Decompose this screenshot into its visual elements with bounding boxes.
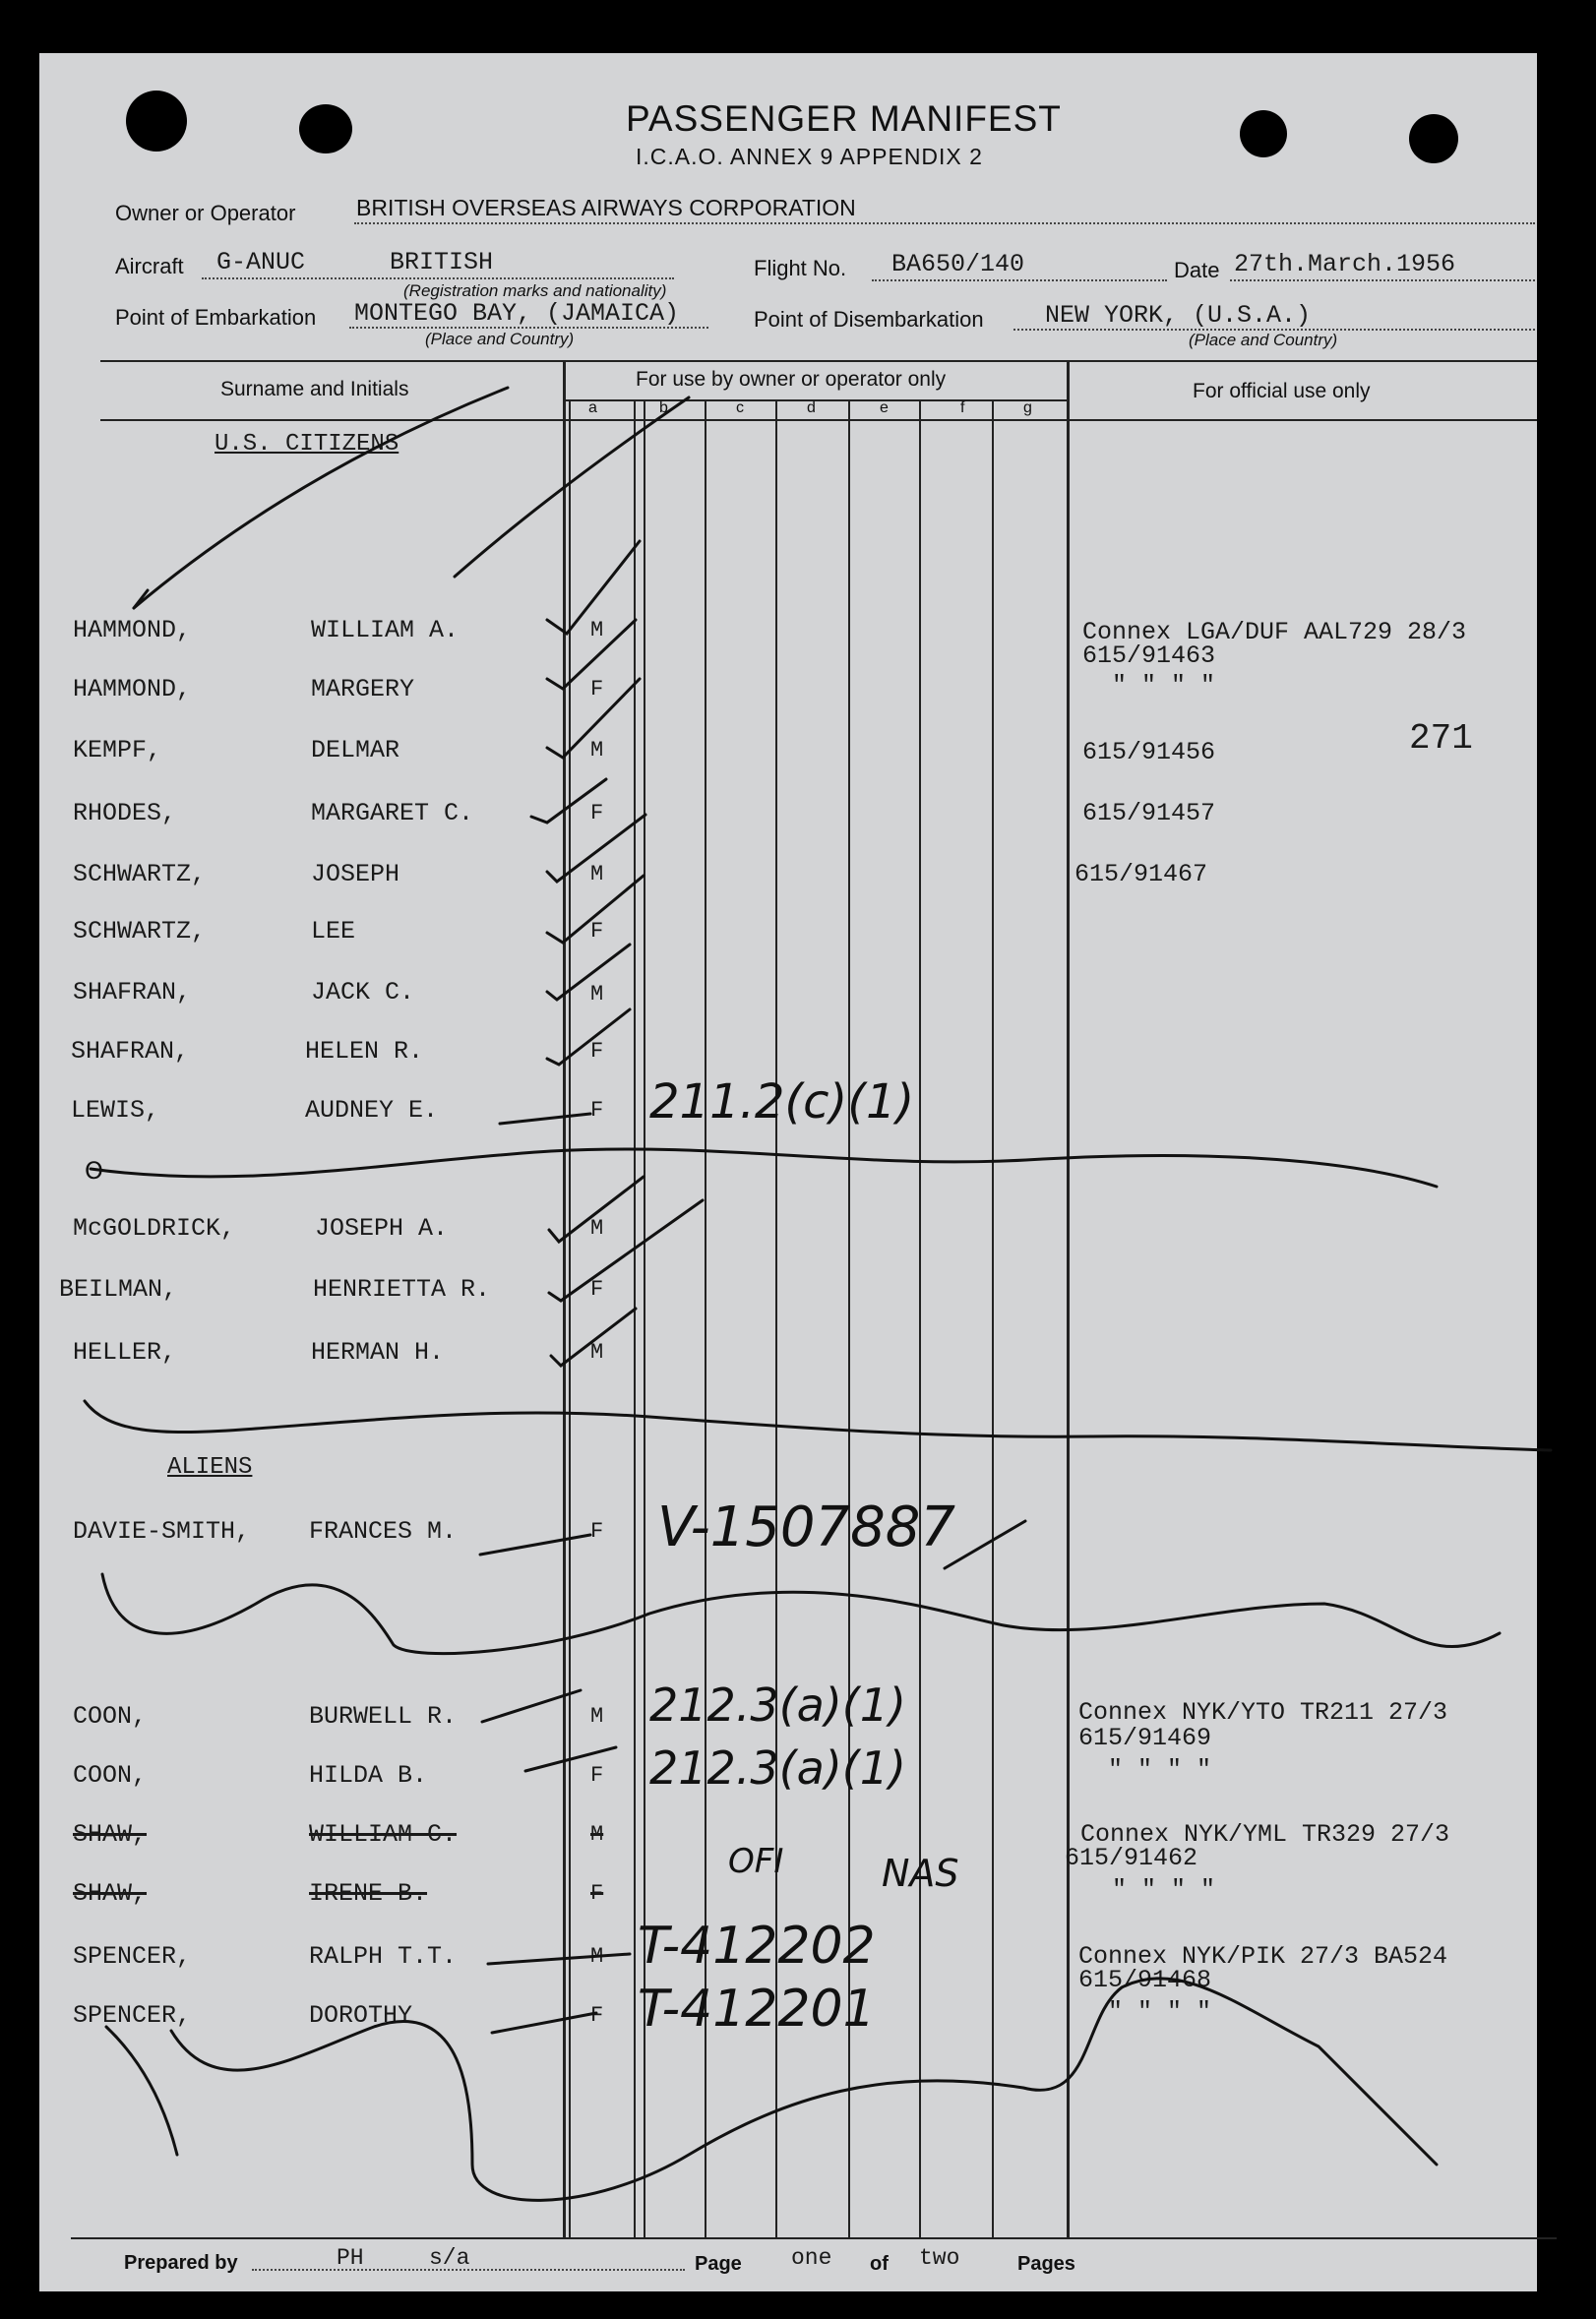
- passenger-sex: M: [590, 1822, 604, 1847]
- passenger-sex: M: [590, 1216, 604, 1241]
- passenger-surname: SPENCER,: [73, 2001, 192, 2030]
- passenger-given-name: IRENE B.: [309, 1879, 428, 1908]
- passenger-given-name: AUDNEY E.: [305, 1096, 439, 1125]
- passenger-sex: F: [590, 919, 604, 944]
- handwritten-note: T-412201: [638, 1980, 876, 2039]
- column-letter-c: c: [736, 399, 744, 416]
- passenger-sex: M: [590, 1704, 604, 1729]
- passenger-surname: RHODES,: [73, 799, 177, 827]
- passenger-given-name: JACK C.: [311, 978, 415, 1007]
- official-note: Connex NYK/PIK 27/3 BA524: [1078, 1942, 1448, 1971]
- passenger-sex: M: [590, 982, 604, 1007]
- official-note-ref: 615/91463: [1082, 641, 1216, 670]
- column-letter-b: b: [659, 399, 668, 416]
- column-letter-g: g: [1023, 399, 1032, 416]
- passenger-given-name: BURWELL R.: [309, 1702, 458, 1731]
- prepared-by-value: PH: [337, 2245, 364, 2271]
- passenger-sex: M: [590, 738, 604, 763]
- manifest-title: PASSENGER MANIFEST: [626, 98, 1062, 139]
- disembarkation-value: NEW YORK, (U.S.A.): [1045, 301, 1312, 330]
- passenger-given-name: LEE: [311, 917, 356, 946]
- pages-label: Pages: [1017, 2253, 1075, 2275]
- passenger-given-name: WILLIAM A.: [311, 616, 460, 644]
- passenger-given-name: RALPH T.T.: [309, 1942, 458, 1971]
- page-total: two: [919, 2245, 960, 2271]
- embarkation-note: (Place and Country): [425, 330, 575, 348]
- passenger-given-name: FRANCES M.: [309, 1517, 458, 1546]
- passenger-surname: LEWIS,: [71, 1096, 160, 1125]
- owner-value: BRITISH OVERSEAS AIRWAYS CORPORATION: [356, 195, 856, 220]
- passenger-surname: KEMPF,: [73, 736, 162, 764]
- column-header-official: For official use only: [1193, 380, 1371, 402]
- official-note: " " " ": [1112, 1875, 1216, 1904]
- prepared-by-line: [252, 2269, 685, 2271]
- handwritten-note: 212.3(a)(1): [649, 1741, 906, 1795]
- aircraft-note: (Registration marks and nationality): [403, 281, 667, 300]
- official-note: Connex NYK/YML TR329 27/3: [1080, 1820, 1450, 1849]
- passenger-sex: F: [590, 677, 604, 702]
- passenger-sex: F: [590, 1763, 604, 1788]
- official-note: 615/91456: [1082, 738, 1216, 766]
- passenger-surname: HELLER,: [73, 1338, 177, 1367]
- handwritten-zero: O: [85, 1157, 103, 1185]
- passenger-surname: HAMMOND,: [73, 675, 192, 703]
- column-letter-d: d: [807, 399, 816, 416]
- passenger-given-name: JOSEPH A.: [315, 1214, 449, 1243]
- page-label: Page: [695, 2253, 742, 2275]
- official-note: " " " ": [1108, 1997, 1212, 2026]
- passenger-given-name: DELMAR: [311, 736, 400, 764]
- column-letter-e: e: [880, 399, 889, 416]
- passenger-sex: F: [590, 1277, 604, 1302]
- passenger-sex: F: [590, 2003, 604, 2028]
- date-label: Date: [1174, 258, 1220, 282]
- passenger-surname: COON,: [73, 1702, 148, 1731]
- passenger-surname: SHAW,: [73, 1879, 148, 1908]
- official-note: 615/91467: [1074, 860, 1208, 888]
- aircraft-nationality: BRITISH: [390, 248, 494, 276]
- passenger-surname: SHAFRAN,: [73, 978, 192, 1007]
- of-label: of: [870, 2253, 889, 2275]
- passenger-surname: SHAW,: [73, 1820, 148, 1849]
- disembarkation-label: Point of Disembarkation: [754, 307, 984, 332]
- passenger-sex: M: [590, 618, 604, 642]
- date-value: 27th.March.1956: [1234, 250, 1456, 278]
- passenger-sex: M: [590, 862, 604, 886]
- official-note: " " " ": [1108, 1755, 1212, 1784]
- passenger-sex: M: [590, 1340, 604, 1365]
- official-note-ref: 615/91462: [1065, 1844, 1198, 1872]
- owner-label: Owner or Operator: [115, 201, 296, 225]
- passenger-given-name: MARGERY: [311, 675, 415, 703]
- embarkation-label: Point of Embarkation: [115, 305, 317, 330]
- column-letter-f: f: [960, 399, 965, 416]
- official-note-ref: 615/91469: [1078, 1724, 1212, 1752]
- handwritten-note: T-412202: [638, 1917, 876, 1976]
- disembarkation-note: (Place and Country): [1189, 331, 1338, 349]
- passenger-sex: F: [590, 1881, 604, 1906]
- passenger-sex: F: [590, 1519, 604, 1544]
- handwritten-nas: NAS: [882, 1852, 959, 1895]
- manifest-subtitle: I.C.A.O. ANNEX 9 APPENDIX 2: [636, 144, 983, 169]
- passenger-sex: F: [590, 1039, 604, 1064]
- passenger-surname: HAMMOND,: [73, 616, 192, 644]
- aircraft-registration: G-ANUC: [216, 248, 306, 276]
- prepared-by-extra: s/a: [429, 2245, 470, 2271]
- official-note: Connex LGA/DUF AAL729 28/3: [1082, 618, 1467, 646]
- passenger-surname: DAVIE-SMITH,: [73, 1517, 251, 1546]
- prepared-by-label: Prepared by: [124, 2252, 238, 2274]
- passenger-given-name: HILDA B.: [309, 1761, 428, 1790]
- passenger-given-name: MARGARET C.: [311, 799, 474, 827]
- handwritten-note: 212.3(a)(1): [649, 1678, 906, 1732]
- passenger-sex: F: [590, 1098, 604, 1123]
- section-us-citizens: U.S. CITIZENS: [215, 431, 399, 458]
- page-number: one: [791, 2245, 832, 2271]
- passenger-surname: SPENCER,: [73, 1942, 192, 1971]
- passenger-surname: SCHWARTZ,: [73, 860, 207, 888]
- passenger-given-name: HENRIETTA R.: [313, 1275, 491, 1304]
- passenger-surname: SHAFRAN,: [71, 1037, 190, 1066]
- passenger-given-name: HERMAN H.: [311, 1338, 445, 1367]
- section-aliens: ALIENS: [167, 1454, 253, 1481]
- flight-label: Flight No.: [754, 256, 847, 280]
- official-note: 615/91457: [1082, 799, 1216, 827]
- passenger-surname: SCHWARTZ,: [73, 917, 207, 946]
- handwritten-ofi: OFI: [728, 1842, 784, 1881]
- column-header-owner-use: For use by owner or operator only: [636, 368, 947, 391]
- official-note: Connex NYK/YTO TR211 27/3: [1078, 1698, 1448, 1727]
- handwritten-note: V-1507887: [657, 1495, 956, 1559]
- passenger-given-name: WILLIAM C.: [309, 1820, 458, 1849]
- passenger-sex: M: [590, 1944, 604, 1969]
- passenger-given-name: HELEN R.: [305, 1037, 424, 1066]
- passenger-surname: BEILMAN,: [59, 1275, 178, 1304]
- passenger-given-name: JOSEPH: [311, 860, 400, 888]
- passenger-given-name: DOROTHY: [309, 2001, 413, 2030]
- column-header-surname: Surname and Initials: [220, 378, 409, 400]
- column-letter-a: a: [588, 399, 597, 416]
- aircraft-label: Aircraft: [115, 254, 184, 278]
- official-note: " " " ": [1112, 671, 1216, 700]
- handwritten-note: 211.2(c)(1): [649, 1074, 915, 1129]
- passenger-sex: F: [590, 801, 604, 825]
- flight-value: BA650/140: [891, 250, 1025, 278]
- official-number: 271: [1409, 718, 1473, 759]
- embarkation-value: MONTEGO BAY, (JAMAICA): [354, 299, 680, 328]
- official-note-ref: 615/91468: [1078, 1966, 1212, 1994]
- passenger-surname: COON,: [73, 1761, 148, 1790]
- passenger-surname: McGOLDRICK,: [73, 1214, 236, 1243]
